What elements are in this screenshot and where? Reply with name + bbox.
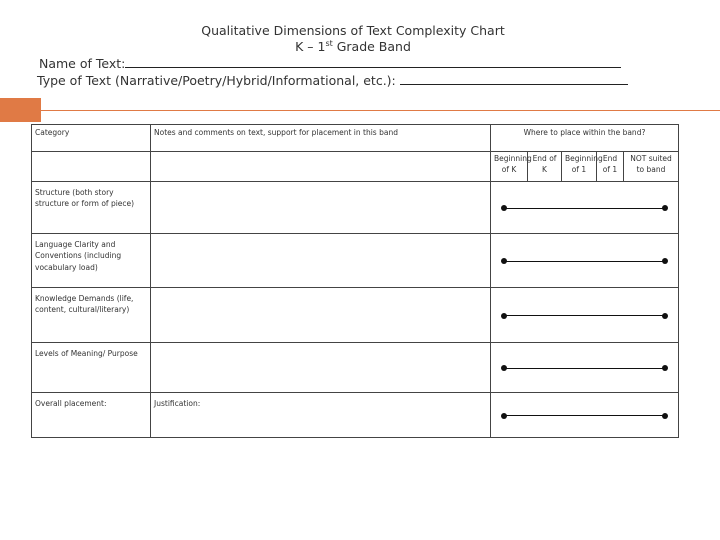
scale-end-dot[interactable] (662, 413, 668, 419)
grade-band-title (150, 39, 556, 54)
band-col-beginning-1: Beginning of 1 (562, 152, 597, 182)
row-category: Structure (both story structure or form of piece) (32, 182, 151, 234)
type-of-text-field[interactable] (37, 73, 628, 88)
where-header: Where to place within the band? (491, 125, 679, 152)
type-of-text-label: Type of Text (Narrative/Poetry/Hybrid/Informational, etc.): (37, 73, 396, 88)
row-notes[interactable] (151, 182, 491, 234)
blank-cell (32, 152, 151, 182)
name-of-text-blank[interactable] (125, 56, 621, 68)
band-col-end-k: End of K (528, 152, 562, 182)
row-category: Levels of Meaning/ Purpose (32, 343, 151, 393)
row-notes[interactable] (151, 343, 491, 393)
band-col-beginning-k: Beginning of K (491, 152, 528, 182)
scale-start-dot[interactable] (501, 313, 507, 319)
band-suffix: Grade Band (332, 39, 411, 55)
scale-start-dot[interactable] (501, 365, 507, 371)
blank-cell (151, 152, 491, 182)
placement-scale[interactable] (491, 393, 679, 438)
header-row (32, 125, 679, 152)
placement-scale[interactable] (491, 288, 679, 343)
accent-divider (41, 110, 720, 111)
row-category: Language Clarity and Conventions (including vocabulary load) (32, 234, 151, 288)
overall-placement-label: Overall placement: (32, 393, 151, 438)
overall-row (32, 393, 679, 438)
table-row (32, 182, 679, 234)
scale-start-dot[interactable] (501, 413, 507, 419)
scale-start-dot[interactable] (501, 258, 507, 264)
complexity-table (31, 124, 679, 438)
placement-scale[interactable] (491, 343, 679, 393)
row-notes[interactable] (151, 288, 491, 343)
band-superscript: st (325, 39, 333, 48)
type-of-text-blank[interactable] (400, 73, 628, 85)
table-row (32, 234, 679, 288)
chart-title: Qualitative Dimensions of Text Complexity Chart (201, 23, 505, 38)
band-prefix: K – 1 (295, 39, 326, 55)
band-col-end-1: End of 1 (597, 152, 624, 182)
placement-scale[interactable] (491, 182, 679, 234)
placement-scale[interactable] (491, 234, 679, 288)
scale-end-dot[interactable] (662, 258, 668, 264)
name-of-text-label: Name of Text: (39, 56, 126, 71)
row-notes[interactable] (151, 234, 491, 288)
notes-header: Notes and comments on text, support for placement in this band (151, 125, 491, 152)
name-of-text-field[interactable] (39, 56, 621, 71)
justification-cell[interactable]: Justification: (151, 393, 491, 438)
band-subheader-row (32, 152, 679, 182)
category-header: Category (32, 125, 151, 152)
table-row (32, 343, 679, 393)
scale-start-dot[interactable] (501, 205, 507, 211)
table-row (32, 288, 679, 343)
scale-end-dot[interactable] (662, 205, 668, 211)
row-category: Knowledge Demands (life, content, cultural/literary) (32, 288, 151, 343)
scale-end-dot[interactable] (662, 313, 668, 319)
scale-end-dot[interactable] (662, 365, 668, 371)
band-col-not-suited: NOT suited to band (624, 152, 679, 182)
accent-block (0, 98, 41, 122)
